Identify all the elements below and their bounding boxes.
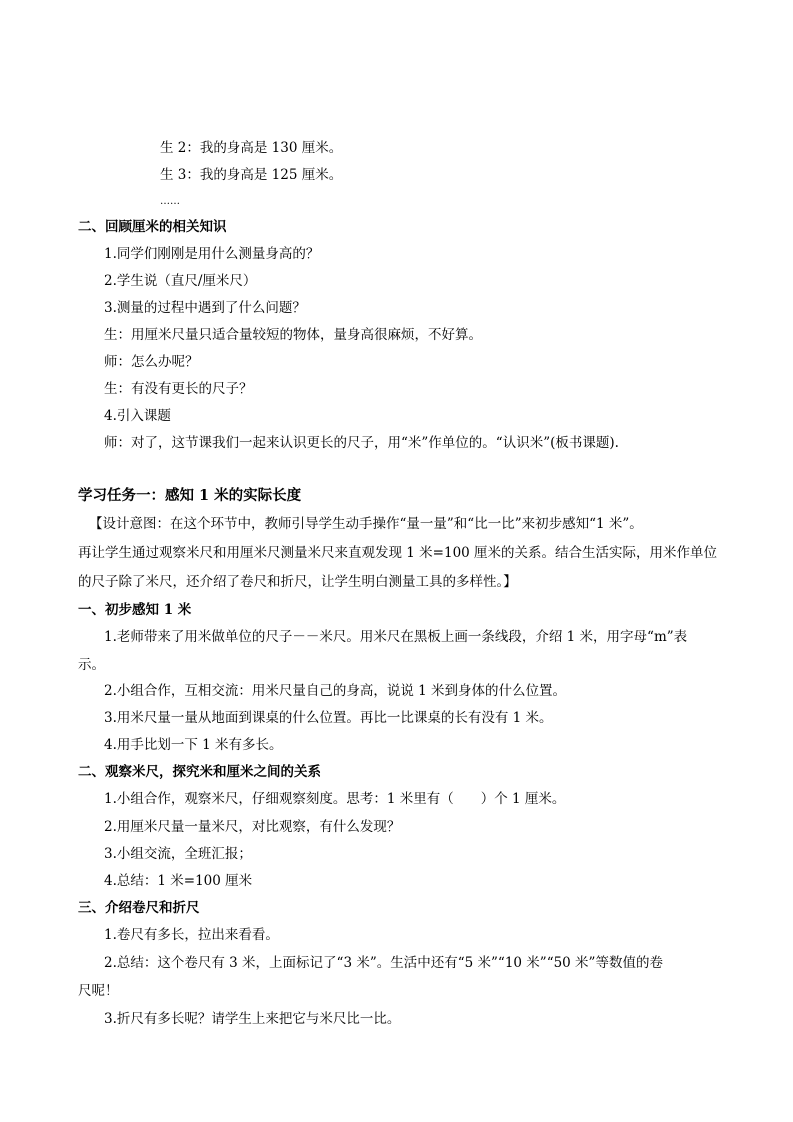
student-answer-2: 生 2：我的身高是 130 厘米。 [160,140,343,156]
section-heading-part1: 一、初步感知 1 米 [78,602,192,618]
section-heading-review: 二、回顾厘米的相关知识 [78,219,227,235]
task-title: 学习任务一：感知 1 米的实际长度 [78,487,302,504]
list-item: 师：对了，这节课我们一起来认识更长的尺子，用“米”作单位的。“认识米”(板书课题). [104,435,619,451]
design-intent-line: 的尺子除了米尺，还介绍了卷尺和折尺，让学生明白测量工具的多样性。】 [78,574,517,590]
list-item: 示。 [78,657,105,673]
list-item: 2.小组合作，互相交流：用米尺量自己的身高，说说 1 米到身体的什么位置。 [104,683,567,699]
list-item: 4.引入课题 [104,408,171,424]
list-item: 生：用厘米尺量只适合量较短的物体，量身高很麻烦，不好算。 [104,327,482,343]
list-item: 2.用厘米尺量一量米尺，对比观察，有什么发现？ [104,819,401,835]
design-intent-line: 再让学生通过观察米尺和用厘米尺测量米尺来直观发现 1 米=100 厘米的关系。结合生活实际，用米作单位 [78,545,718,561]
list-item: 师：怎么办呢？ [104,354,199,370]
list-item: 4.用手比划一下 1 米有多长。 [104,737,283,753]
list-item: 尺呢！ [78,983,119,999]
list-item: 3.折尺有多长呢？请学生上来把它与米尺比一比。 [104,1011,401,1027]
list-item: 1.卷尺有多长，拉出来看看。 [104,927,279,943]
list-item: 4.总结：1 米=100 厘米 [104,873,253,889]
list-item: 3.测量的过程中遇到了什么问题？ [104,300,306,316]
ellipsis: …… [160,196,180,207]
list-item: 3.用米尺量一量从地面到课桌的什么位置。再比一比课桌的长有没有 1 米。 [104,710,553,726]
list-item: 1.老师带来了用米做单位的尺子－－米尺。用米尺在黑板上画一条线段，介绍 1 米，用字母“m”表 [104,629,688,645]
list-item: 2.学生说（直尺/厘米尺） [104,273,257,289]
list-item: 3.小组交流，全班汇报； [104,846,252,862]
design-intent-line: 【设计意图：在这个环节中，教师引导学生动手操作“量一量”和“比一比”来初步感知“1 米”。 [89,516,643,532]
section-heading-part2: 二、观察米尺，探究米和厘米之间的关系 [78,764,321,780]
list-item: 2.总结：这个卷尺有 3 米，上面标记了“3 米”。生活中还有“5 米”“10 米”“50 米”等数值的卷 [104,955,663,971]
list-item: 1.同学们刚刚是用什么测量身高的？ [104,246,320,262]
list-item: 生：有没有更长的尺子？ [104,381,253,397]
list-item: 1.小组合作，观察米尺，仔细观察刻度。思考：1 米里有（ ）个 1 厘米。 [104,791,566,807]
student-answer-3: 生 3：我的身高是 125 厘米。 [160,167,343,183]
section-heading-part3: 三、介绍卷尺和折尺 [78,900,200,916]
